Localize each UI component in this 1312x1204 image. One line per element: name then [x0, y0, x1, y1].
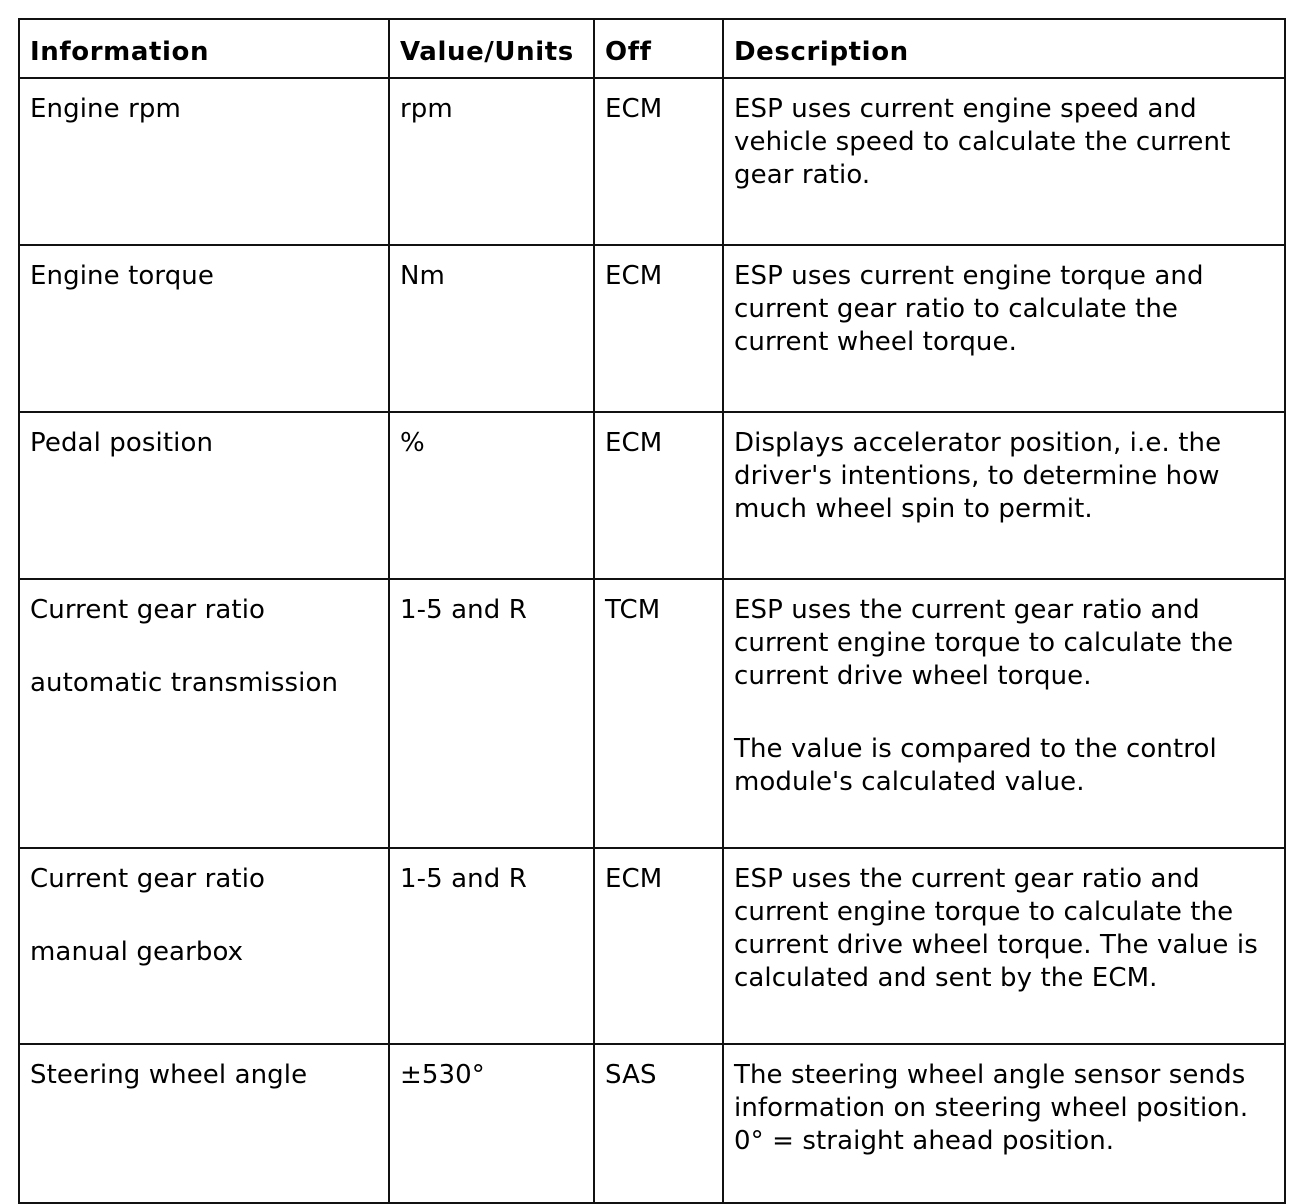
- header-value-units: Value/Units: [389, 19, 594, 78]
- cell-off: ECM: [594, 848, 723, 1044]
- description-text: ESP uses the current gear ratio and current engine torque to calculate the current drive wheel torque.: [734, 595, 1234, 691]
- cell-value-units: 1-5 and R: [389, 848, 594, 1044]
- description-text: Displays accelerator position, i.e. the driver's intentions, to determine how much wheel spin to permit.: [734, 428, 1222, 524]
- cell-off: ECM: [594, 78, 723, 245]
- table-header-row: [19, 19, 1285, 78]
- cell-value-units: rpm: [389, 78, 594, 245]
- table-row: [19, 78, 1285, 245]
- table-row: [19, 579, 1285, 848]
- cell-information: [19, 1044, 389, 1203]
- cell-information: [19, 579, 389, 848]
- cell-off: ECM: [594, 412, 723, 579]
- description-text: The steering wheel angle sensor sends information on steering wheel position. 0° = straight ahead position.: [734, 1060, 1249, 1156]
- table-row: [19, 245, 1285, 412]
- cell-description: [723, 848, 1285, 1044]
- information-text: Engine rpm: [30, 94, 181, 124]
- cell-information: [19, 848, 389, 1044]
- description-note: The value is compared to the control module's calculated value.: [734, 734, 1217, 797]
- cell-description: [723, 1044, 1285, 1203]
- description-text: ESP uses the current gear ratio and current engine torque to calculate the current drive wheel torque. The value is calculated and sent by the ECM.: [734, 864, 1258, 993]
- signal-info-table: [18, 18, 1286, 1204]
- information-text: Steering wheel angle: [30, 1060, 308, 1090]
- information-text: Current gear ratio: [30, 864, 266, 894]
- table-row: [19, 848, 1285, 1044]
- cell-description: [723, 579, 1285, 848]
- cell-description: [723, 412, 1285, 579]
- cell-value-units: Nm: [389, 245, 594, 412]
- description-text: ESP uses current engine torque and current gear ratio to calculate the current wheel torque.: [734, 261, 1204, 357]
- cell-value-units: 1-5 and R: [389, 579, 594, 848]
- cell-information: [19, 412, 389, 579]
- information-text: Pedal position: [30, 428, 214, 458]
- information-subtext: automatic transmission: [30, 668, 339, 698]
- table-row: [19, 1044, 1285, 1203]
- cell-off: TCM: [594, 579, 723, 848]
- description-text: ESP uses current engine speed and vehicle speed to calculate the current gear ratio.: [734, 94, 1231, 190]
- cell-off: SAS: [594, 1044, 723, 1203]
- table-row: [19, 412, 1285, 579]
- header-off: Off: [594, 19, 723, 78]
- cell-value-units: ±530°: [389, 1044, 594, 1203]
- cell-value-units: %: [389, 412, 594, 579]
- header-description: Description: [723, 19, 1285, 78]
- cell-information: [19, 245, 389, 412]
- cell-description: [723, 78, 1285, 245]
- header-information: Information: [19, 19, 389, 78]
- cell-off: ECM: [594, 245, 723, 412]
- cell-description: [723, 245, 1285, 412]
- information-text: Current gear ratio: [30, 595, 266, 625]
- information-text: Engine torque: [30, 261, 214, 291]
- cell-information: [19, 78, 389, 245]
- information-subtext: manual gearbox: [30, 937, 244, 967]
